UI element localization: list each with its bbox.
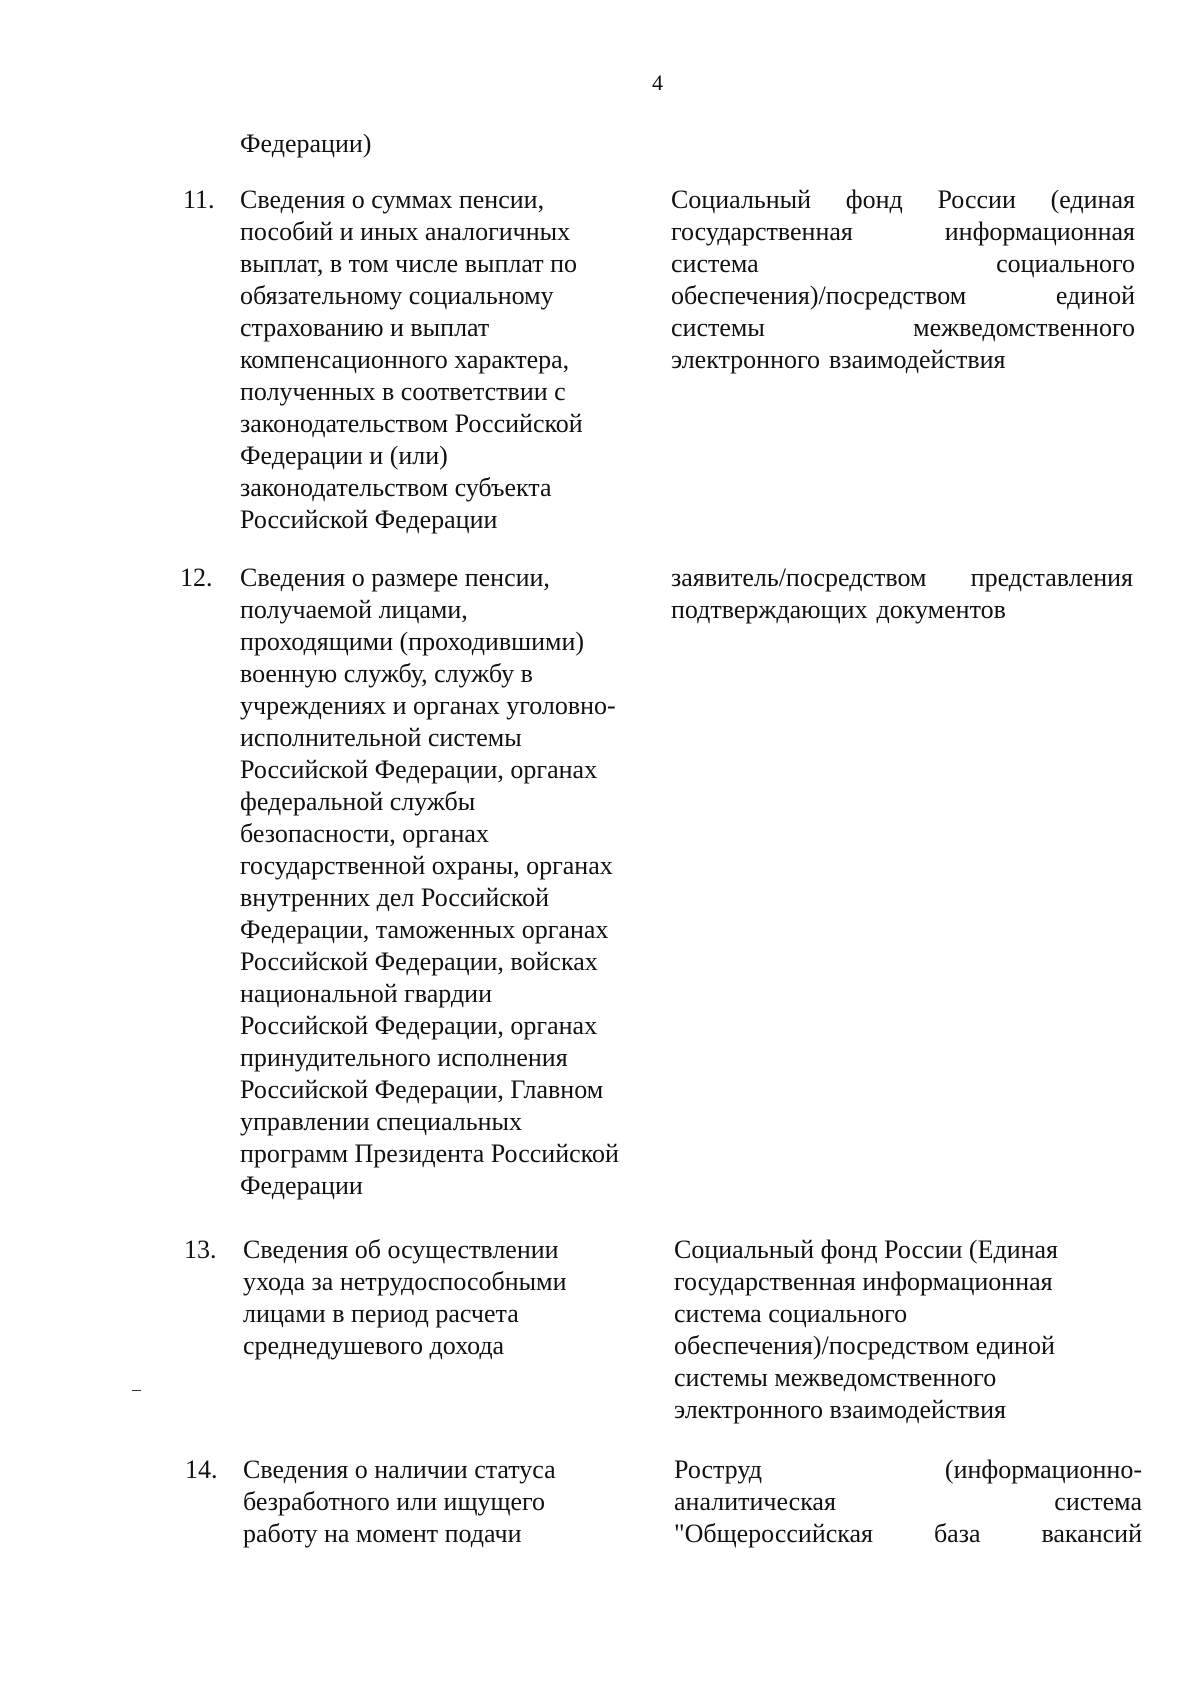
description-line: Сведения о наличии статуса: [243, 1455, 556, 1484]
continuation-text: Федерации): [240, 129, 372, 158]
description-line: Сведения о суммах пенсии,: [240, 185, 545, 214]
description-line: Российской Федерации: [240, 505, 498, 534]
source-line: [671, 344, 1135, 376]
row-description: [240, 184, 680, 536]
description-line: пособий и иных аналогичных: [240, 217, 571, 246]
row-description: [240, 562, 680, 1202]
row-number: 14.: [185, 1455, 218, 1484]
description-line: национальной гвардии: [240, 979, 492, 1008]
source-word: аналитическая: [674, 1487, 836, 1516]
row-source: [674, 1454, 1142, 1550]
source-word: социального: [996, 249, 1135, 278]
description-line: Российской Федерации, органах: [240, 1011, 598, 1040]
source-line: [674, 1518, 1142, 1550]
description-line: выплат, в том числе выплат по: [240, 249, 577, 278]
source-word: (единая: [1050, 185, 1135, 214]
source-line: [671, 216, 1135, 248]
source-word: государственная: [671, 217, 853, 246]
description-line: безопасности, органах: [240, 819, 489, 848]
source-line: [674, 1454, 1142, 1486]
source-line: Социальный фонд России (Единая: [674, 1235, 1059, 1264]
source-word: "Общероссийская: [674, 1519, 874, 1548]
description-line: Российской Федерации, войсках: [240, 947, 598, 976]
source-word: документов: [876, 595, 1006, 624]
row-number: 12.: [180, 563, 213, 592]
description-line: Сведения об осуществлении: [243, 1235, 559, 1264]
description-line: компенсационного характера,: [240, 345, 570, 374]
row-source: [671, 562, 1133, 626]
description-line: среднедушевого дохода: [243, 1331, 505, 1360]
source-word: Социальный: [671, 185, 812, 214]
source-word: России: [937, 185, 1016, 214]
description-line: военную службу, службу в: [240, 659, 533, 688]
source-word: (информационно-: [944, 1455, 1142, 1484]
description-line: страхованию и выплат: [240, 313, 490, 342]
description-line: обязательному социальному: [240, 281, 554, 310]
source-word: электронного: [671, 345, 821, 374]
source-word: подтверждающих: [671, 595, 868, 624]
source-word: представления: [970, 563, 1133, 592]
description-line: безработного или ищущего: [243, 1487, 546, 1516]
row-description: [243, 1454, 683, 1550]
description-line: полученных в соответствии с: [240, 377, 566, 406]
source-word: обеспечения)/посредством: [671, 281, 967, 310]
description-line: получаемой лицами,: [240, 595, 468, 624]
description-line: государственной охраны, органах: [240, 851, 613, 880]
description-line: работу на момент подачи: [243, 1519, 522, 1548]
source-line: электронного взаимодействия: [674, 1395, 1006, 1424]
description-line: Федерации: [240, 1171, 363, 1200]
row-description: [243, 1234, 683, 1362]
row-source: [671, 184, 1135, 376]
scan-mark: [132, 1390, 141, 1391]
description-line: законодательством субъекта: [240, 473, 552, 502]
description-line: проходящими (проходившими): [240, 627, 585, 656]
source-line: обеспечения)/посредством единой: [674, 1331, 1055, 1360]
row-number: 13.: [184, 1235, 217, 1264]
description-line: управлении специальных: [240, 1107, 522, 1136]
description-line: Сведения о размере пенсии,: [240, 563, 550, 592]
description-line: Российской Федерации, Главном: [240, 1075, 604, 1104]
source-line: системы межведомственного: [674, 1363, 997, 1392]
source-line: [671, 280, 1135, 312]
source-line: [671, 312, 1135, 344]
source-word: единой: [1055, 281, 1135, 310]
description-line: лицами в период расчета: [243, 1299, 519, 1328]
source-word: информационная: [944, 217, 1135, 246]
description-line: программ Президента Российской: [240, 1139, 619, 1168]
description-line: законодательством Российской: [240, 409, 583, 438]
row-source: [674, 1234, 1114, 1426]
source-word: база: [933, 1519, 981, 1548]
source-line: [671, 184, 1135, 216]
description-line: Федерации и (или): [240, 441, 448, 470]
source-word: система: [1054, 1487, 1142, 1516]
source-line: [671, 248, 1135, 280]
source-word: система: [671, 249, 759, 278]
description-line: федеральной службы: [240, 787, 476, 816]
source-word: системы: [671, 313, 765, 342]
description-line: принудительного исполнения: [240, 1043, 568, 1072]
source-line: [674, 1486, 1142, 1518]
page-number: 4: [652, 70, 663, 95]
source-word: вакансий: [1041, 1519, 1142, 1548]
description-line: Федерации, таможенных органах: [240, 915, 609, 944]
row-number: 11.: [183, 185, 215, 214]
source-word: Роструд: [674, 1455, 762, 1484]
source-line: [671, 562, 1133, 594]
description-line: Российской Федерации, органах: [240, 755, 598, 784]
source-line: государственная информационная: [674, 1267, 1053, 1296]
source-word: взаимодействия: [829, 345, 1006, 374]
source-line: [671, 594, 1133, 626]
description-line: исполнительной системы: [240, 723, 522, 752]
description-line: внутренних дел Российской: [240, 883, 550, 912]
description-line: учреждениях и органах уголовно-: [240, 691, 616, 720]
source-word: межведомственного: [913, 313, 1135, 342]
source-word: фонд: [845, 185, 903, 214]
source-line: система социального: [674, 1299, 908, 1328]
description-line: ухода за нетрудоспособными: [243, 1267, 567, 1296]
source-word: заявитель/посредством: [671, 563, 927, 592]
